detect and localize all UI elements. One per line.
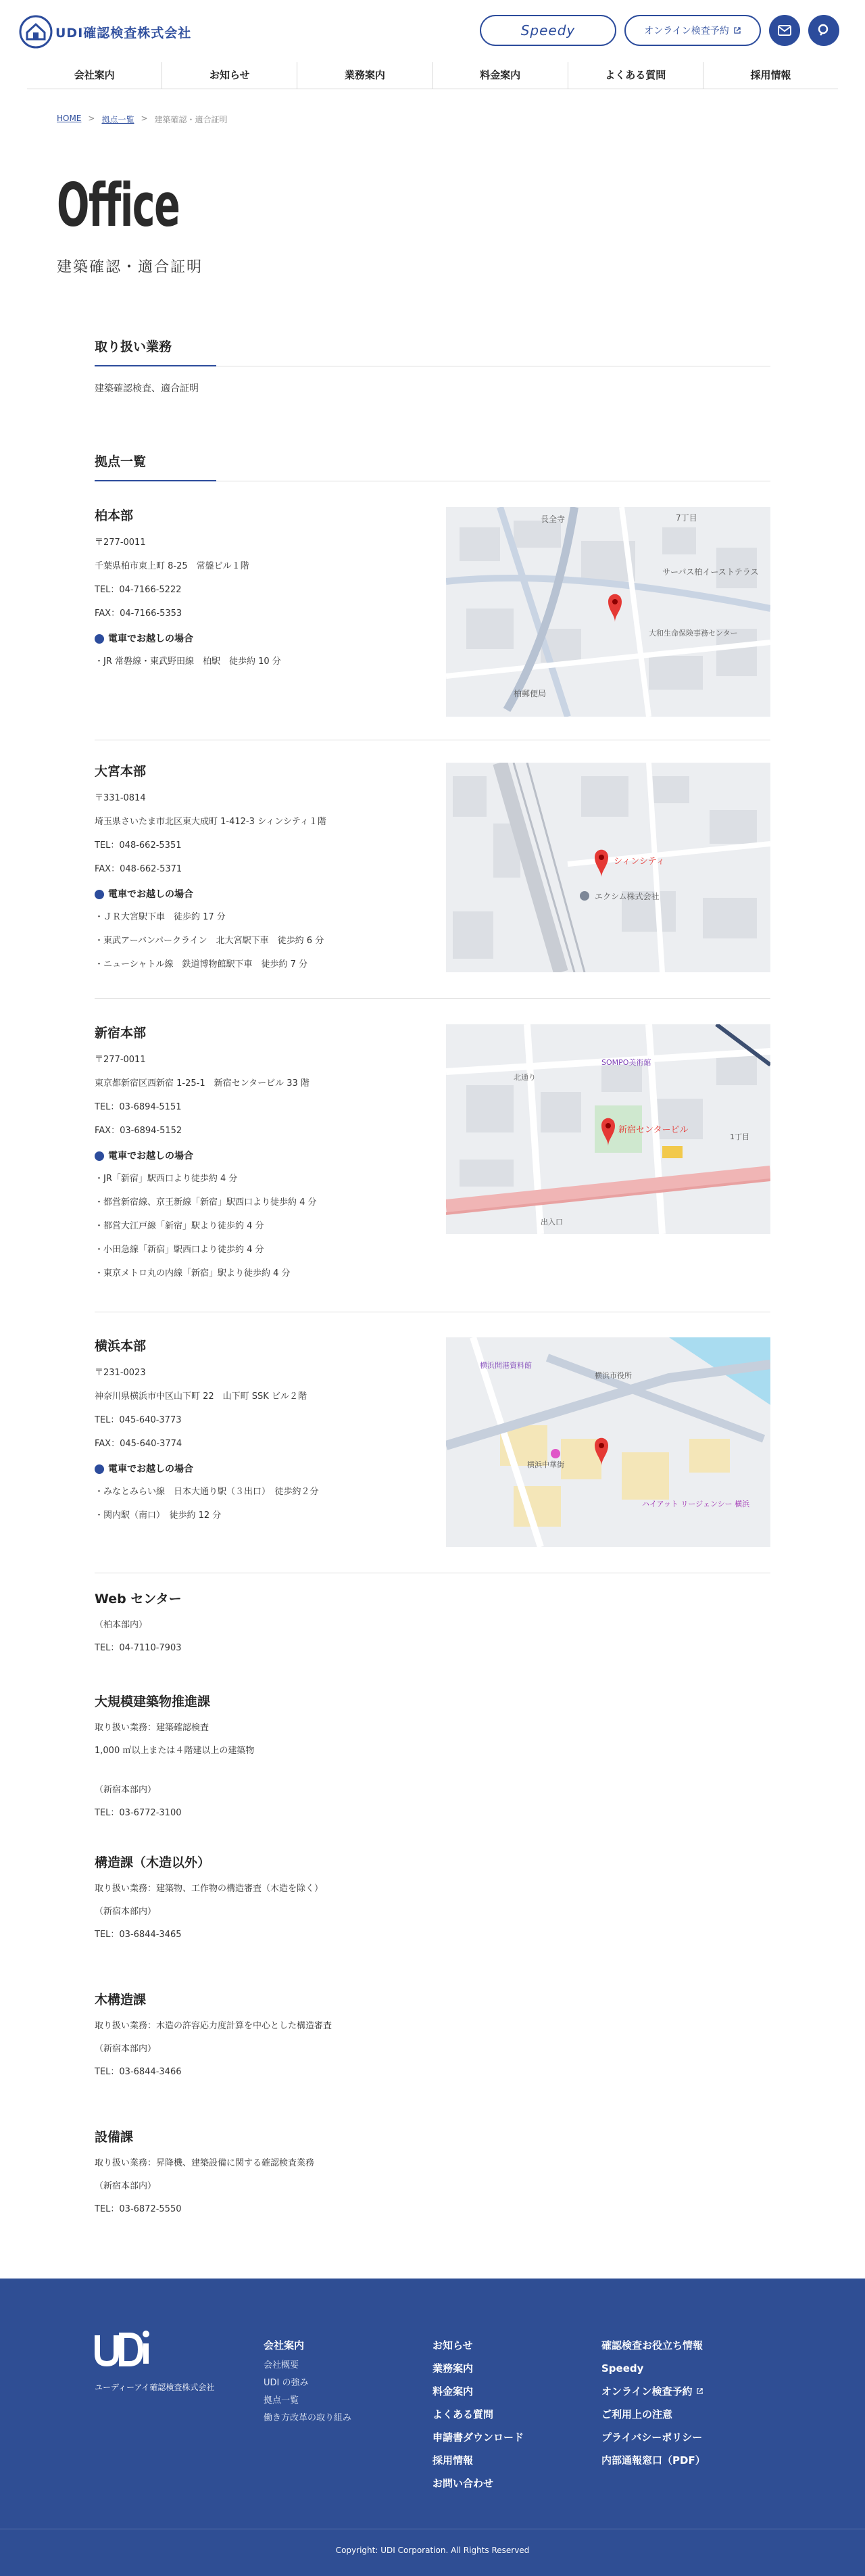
breadcrumb-separator: > (88, 114, 95, 123)
footer-column (432, 2334, 524, 2495)
footer-link-label: オンライン検査予約 (601, 2385, 693, 2398)
footer-link[interactable]: ご利用上の注意 (601, 2408, 673, 2420)
map-graphic (446, 1024, 770, 1234)
office-address: 埼玉県さいたま市北区東大成町 1-412-3 シィンシティ１階 (95, 817, 326, 827)
train-heading-label: 電車でお越しの場合 (108, 1464, 193, 1475)
footer-column (601, 2334, 706, 2472)
page-subtitle: 建築確認・適合証明 (57, 259, 203, 276)
sub-section (95, 1853, 770, 1947)
office-card (95, 1023, 770, 1312)
speedy-button[interactable]: Speedy (480, 15, 616, 46)
nav-item-services[interactable]: 業務案内 (297, 62, 432, 89)
train-heading-label: 電車でお越しの場合 (108, 1151, 193, 1162)
breadcrumb-separator: > (141, 114, 148, 123)
global-nav (27, 62, 838, 89)
nav-item-recruit[interactable]: 採用情報 (750, 69, 791, 81)
office-name: 横浜本部 (95, 1339, 147, 1354)
sub-line: 取り扱い業務：昇降機、建築設備に関する確認検査業務 (95, 2158, 315, 2168)
office-name: 大宮本部 (95, 764, 147, 779)
office-fax: FAX：03-6894-5152 (95, 1126, 182, 1136)
search-icon (817, 24, 831, 37)
breadcrumb-current: 建築確認・適合証明 (154, 115, 228, 124)
train-route: ・小田急線「新宿」駅西口より徒歩約 4 分 (95, 1245, 264, 1255)
footer-column (264, 2334, 351, 2427)
office-zip: 〒277-0011 (95, 1055, 146, 1065)
office-name: 柏本部 (95, 508, 134, 523)
breadcrumb-home[interactable]: HOME (57, 114, 82, 123)
office-zip: 〒277-0011 (95, 538, 146, 548)
map-label: サーパス柏イーストテラス (662, 567, 759, 577)
office-tel[interactable]: TEL：048-662-5351 (95, 840, 182, 851)
sub-title: 構造課（木造以外） (95, 1855, 211, 1870)
office-tel[interactable]: TEL：04-7166-5222 (95, 585, 182, 595)
footer-link[interactable]: 申請書ダウンロード (432, 2431, 524, 2443)
office-map[interactable] (446, 763, 770, 972)
train-route: ・関内駅（南口） 徒歩約 12 分 (95, 1510, 222, 1521)
map-label: 横浜中華街 (527, 1460, 564, 1469)
external-link-icon (696, 2387, 703, 2395)
train-heading-label: 電車でお越しの場合 (108, 889, 193, 900)
site-header (0, 0, 865, 62)
train-route: ・みなとみらい線 日本大通り駅（３出口） 徒歩約２分 (95, 1487, 319, 1497)
sub-section (95, 1589, 770, 1660)
office-address: 東京都新宿区西新宿 1-25-1 新宿センタービル 33 階 (95, 1078, 310, 1089)
sub-line: 取り扱い業務：建築確認検査 (95, 1723, 209, 1733)
train-route: ・東京メトロ丸の内線「新宿」駅より徒歩約 4 分 (95, 1268, 291, 1279)
sub-section (95, 1692, 770, 1825)
mail-button[interactable] (769, 15, 800, 46)
nav-item-news[interactable]: お知らせ (162, 62, 297, 89)
map-label: 7丁目 (676, 513, 697, 523)
footer-link[interactable]: 採用情報 (432, 2454, 474, 2466)
sub-line: （新宿本部内） (95, 1785, 157, 1795)
office-fax: FAX：045-640-3774 (95, 1439, 182, 1449)
sub-line[interactable]: TEL：03-6872-5550 (95, 2204, 182, 2214)
map-label: 出入口 (541, 1218, 563, 1226)
map-graphic (446, 507, 770, 717)
sub-line[interactable]: TEL：03-6844-3465 (95, 1930, 182, 1940)
office-address: 千葉県柏市東上町 8-25 常盤ビル１階 (95, 561, 249, 571)
map-label: 北通り (514, 1073, 536, 1082)
service-section (95, 337, 770, 395)
site-footer (0, 2279, 865, 2576)
sub-details (95, 1878, 770, 1947)
footer-link[interactable] (601, 2380, 706, 2403)
office-tel[interactable]: TEL：045-640-3773 (95, 1415, 182, 1425)
nav-item-pricing[interactable]: 料金案内 (433, 62, 568, 89)
footer-link[interactable]: 業務案内 (432, 2362, 474, 2375)
bullet-dot-icon (95, 634, 104, 644)
sub-line: （柏本部内） (95, 1620, 148, 1630)
offices-heading: 拠点一覧 (95, 452, 770, 481)
office-fax: FAX：048-662-5371 (95, 864, 182, 874)
logo-text: UDI確認検査株式会社 (55, 25, 192, 41)
footer-company-name: ユーディーアイ確認検査株式会社 (95, 2383, 215, 2392)
office-tel[interactable]: TEL：03-6894-5151 (95, 1102, 182, 1112)
sub-title: 設備課 (95, 2130, 134, 2145)
train-route: ・東武アーバンパークライン 北大宮駅下車 徒歩約 6 分 (95, 936, 324, 946)
sub-details (95, 2152, 770, 2221)
map-label: 横浜開港資料館 (480, 1361, 532, 1370)
map-label: シィンシティ (614, 857, 665, 867)
sub-title: Web センター (95, 1592, 182, 1606)
online-booking-button[interactable] (624, 15, 761, 46)
sub-line[interactable]: TEL：04-7110-7903 (95, 1643, 182, 1653)
service-heading: 取り扱い業務 (95, 337, 770, 366)
sub-title: 木構造課 (95, 1993, 147, 2007)
sub-section (95, 1990, 770, 2084)
footer-link[interactable]: 料金案内 (432, 2385, 474, 2398)
train-heading-label: 電車でお越しの場合 (108, 634, 193, 644)
footer-link[interactable]: お知らせ (432, 2339, 473, 2352)
sub-line: 取り扱い業務：建築物、工作物の構造審査（木造を除く） (95, 1884, 324, 1894)
service-text: 建築確認検査、適合証明 (95, 383, 199, 394)
office-card (95, 1336, 770, 1573)
sub-line (95, 1763, 770, 1779)
sub-title: 大規模建築物推進課 (95, 1694, 211, 1709)
office-fax: FAX：04-7166-5353 (95, 609, 182, 619)
office-zip: 〒331-0814 (95, 793, 146, 803)
search-button[interactable] (808, 15, 839, 46)
breadcrumb-office-list[interactable]: 拠点一覧 (101, 115, 134, 124)
map-graphic (446, 763, 770, 972)
map-label: 1丁目 (730, 1132, 749, 1141)
sub-details (95, 1717, 770, 1825)
office-zip: 〒231-0023 (95, 1368, 146, 1378)
train-route: ・JR 常磐線・東武野田線 柏駅 徒歩約 10 分 (95, 657, 281, 667)
office-map[interactable] (446, 1337, 770, 1547)
sub-details (95, 1614, 770, 1660)
bullet-dot-icon (95, 890, 104, 899)
sub-line: 取り扱い業務：木造の許容応力度計算を中心とした構造審査 (95, 2021, 332, 2031)
footer-link[interactable]: 内部通報窓口（PDF） (601, 2454, 706, 2466)
footer-link[interactable]: よくある質問 (432, 2408, 494, 2420)
breadcrumb (57, 114, 228, 125)
sub-line[interactable]: TEL：03-6844-3466 (95, 2067, 182, 2077)
train-route: ・都営新宿線、京王新線「新宿」駅西口より徒歩約 4 分 (95, 1197, 317, 1208)
nav-item-faq[interactable]: よくある質問 (568, 62, 703, 89)
map-label: 長全寺 (541, 515, 566, 524)
offices-section (95, 452, 770, 481)
office-card (95, 761, 770, 999)
sub-line: （新宿本部内） (95, 1907, 157, 1917)
map-label: 新宿センタービル (618, 1125, 689, 1135)
train-route: ・JR「新宿」駅西口より徒歩約 4 分 (95, 1174, 238, 1184)
sub-line: （新宿本部内） (95, 2181, 157, 2191)
office-address: 神奈川県横浜市中区山下町 22 山下町 SSK ビル２階 (95, 1391, 307, 1402)
footer-sublink[interactable]: 会社概要 (264, 2360, 299, 2370)
sub-section (95, 2127, 770, 2221)
footer-logo-icon[interactable] (95, 2329, 150, 2369)
header-actions (480, 15, 839, 46)
train-route: ・都営大江戸線「新宿」駅より徒歩約 4 分 (95, 1221, 264, 1231)
map-label: 大和生命保険事務センター (649, 629, 738, 638)
map-graphic (446, 1337, 770, 1547)
footer-sublink[interactable]: 働き方改革の取り組み (264, 2413, 352, 2423)
map-label: 柏郵便局 (514, 689, 547, 698)
map-label: SOMPO美術館 (601, 1058, 651, 1067)
map-label: エクシム株式会社 (595, 892, 660, 901)
copyright: Copyright: UDI Corporation. All Rights Reserved (335, 2546, 530, 2555)
office-map[interactable] (446, 507, 770, 717)
sub-details (95, 2015, 770, 2084)
footer-link[interactable]: お問い合わせ (432, 2477, 494, 2489)
footer-link[interactable]: 会社案内 (264, 2339, 305, 2352)
nav-item-company[interactable]: 会社案内 (27, 62, 162, 89)
footer-sublink[interactable]: 拠点一覧 (264, 2395, 299, 2406)
footer-sublink[interactable]: UDI の強み (264, 2378, 309, 2388)
page-title: Office (57, 170, 180, 240)
office-map[interactable] (446, 1024, 770, 1234)
mail-icon (778, 25, 791, 36)
map-label: 横浜市役所 (595, 1371, 632, 1380)
bullet-dot-icon (95, 1464, 104, 1474)
sub-line[interactable]: TEL：03-6772-3100 (95, 1808, 182, 1818)
logo-house-icon (18, 14, 54, 50)
footer-link[interactable]: 確認検査お役立ち情報 (601, 2339, 703, 2352)
sub-line: 1,000 ㎡以上または４階建以上の建築物 (95, 1746, 255, 1756)
online-booking-label: オンライン検査予約 (644, 26, 729, 37)
sub-line: （新宿本部内） (95, 2044, 157, 2054)
train-route: ・ＪＲ大宮駅下車 徒歩約 17 分 (95, 912, 226, 922)
logo[interactable] (18, 14, 191, 50)
office-name: 新宿本部 (95, 1026, 147, 1041)
footer-link[interactable]: プライバシーポリシー (601, 2431, 703, 2443)
external-link-icon (733, 26, 741, 34)
footer-link[interactable]: Speedy (601, 2362, 644, 2375)
train-route: ・ニューシャトル線 鉄道博物館駅下車 徒歩約 7 分 (95, 959, 308, 970)
bullet-dot-icon (95, 1151, 104, 1161)
office-card (95, 506, 770, 740)
map-label: ハイアット リージェンシー 横浜 (642, 1500, 750, 1508)
